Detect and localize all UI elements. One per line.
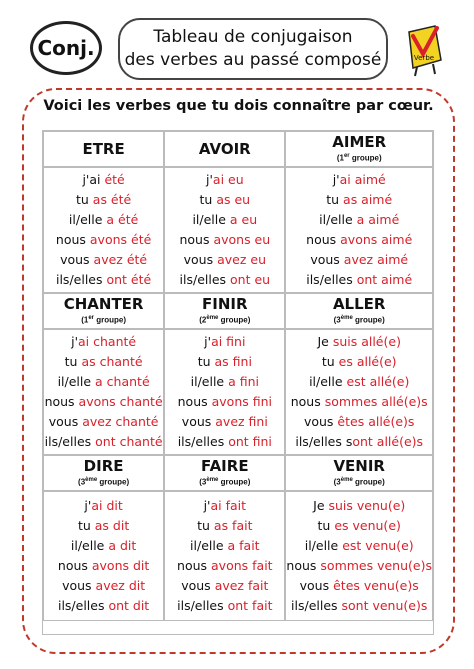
conjugation-line [45,392,163,412]
verb-form: ont été [106,272,152,287]
verb-header-chanter [43,293,164,329]
verb-form: ont allé(e)s [352,434,424,449]
verbe-logo-icon [403,20,445,78]
conjugation-line [333,170,386,190]
conjugation-line [300,576,419,596]
pronoun: tu [199,192,217,207]
conjugation-line [305,536,414,556]
verb-form: êtes venu(e)s [333,578,419,593]
verb-form: êtes allé(e)s [337,414,415,429]
verb-form: es venu(e) [334,518,401,533]
group-suffix: ème [85,477,98,484]
svg-text:Verbe: Verbe [413,54,435,62]
conjugation-line [179,230,270,250]
pronoun: j' [204,334,212,349]
pronoun: il/elle [304,538,343,553]
verb-form: a chanté [95,374,150,389]
verb-header-dire [43,455,164,491]
pronoun: Je [313,498,329,513]
conjugation-line [60,250,147,270]
verb-form: ont chanté [95,434,163,449]
pronoun: ils/elles [179,272,231,287]
verb-name: AIMER [332,133,387,152]
verb-form: avons fait [211,558,273,573]
pronoun: j' [205,172,213,187]
group-word: groupe) [218,315,251,325]
conjugation-venir [285,491,433,621]
pronoun: nous [57,558,92,573]
conjugation-aller [285,329,433,455]
verb-form: a eu [229,212,258,227]
conjugation-line [62,576,145,596]
verb-group [78,475,129,488]
verb-group [334,313,385,326]
conjugation-table [42,130,434,635]
pronoun: vous [303,414,338,429]
conjugation-line [65,352,143,372]
verb-form: ont aimé [356,272,413,287]
group-word: groupe) [218,477,251,487]
conjugation-line [56,270,151,290]
verb-form: avez fait [214,578,269,593]
conjugation-line [56,230,151,250]
verb-form: avez chanté [82,414,159,429]
pronoun: nous [290,394,325,409]
pronoun: tu [77,518,95,533]
verb-form: as fini [214,354,252,369]
verb-header-faire [164,455,285,491]
conjugation-line [304,412,415,432]
verb-form: ont dit [108,598,150,613]
verb-form: avons eu [213,232,271,247]
pronoun: vous [60,252,94,267]
verb-form: avons été [89,232,152,247]
conjugation-line [310,250,408,270]
conjugation-line [191,372,259,392]
group-suffix: ème [206,477,219,484]
conjugation-line [84,496,122,516]
group-word: groupe) [97,477,130,487]
pronoun: nous [177,394,212,409]
conjugation-line [204,496,246,516]
verb-header-aimer [285,131,433,167]
group-number: (1 [81,315,89,325]
verb-group [199,475,250,488]
conjugation-line [177,556,273,576]
conjugation-line [197,516,252,536]
pronoun: il/elle [57,374,96,389]
verb-form: avons chanté [78,394,163,409]
verb-form: a dit [108,538,137,553]
pronoun: vous [181,414,216,429]
group-word: groupe) [349,153,382,163]
verb-header-finir [164,293,285,329]
conjugation-line [291,596,427,616]
conjugation-line [78,516,129,536]
verb-header-aller [285,293,433,329]
verb-name: ALLER [332,295,386,314]
verb-form: as fait [213,518,253,533]
verb-form: avez fini [215,414,268,429]
verb-form: sommes venu(e)s [320,558,432,573]
conj-badge: Conj. [30,21,102,75]
pronoun: j' [71,334,79,349]
conjugation-finir [164,329,285,455]
group-suffix: ème [340,315,353,322]
group-suffix: er [88,315,94,322]
pronoun: il/elle [190,538,228,553]
verb-form: a aimé [356,212,400,227]
conjugation-dire [43,491,164,621]
conjugation-line [286,556,432,576]
pronoun: tu [326,192,344,207]
pronoun: tu [197,354,215,369]
conjugation-line [184,250,266,270]
pronoun: vous [48,414,83,429]
conjugation-line [198,352,252,372]
verb-form: avez dit [95,578,146,593]
verb-group [337,151,382,164]
pronoun: ils/elles s [295,434,353,449]
pronoun: tu [197,518,214,533]
verb-form: ai fait [210,498,247,513]
conjugation-line [45,432,163,452]
pronoun: nous [44,394,79,409]
pronoun: j' [332,172,340,187]
verb-name: ETRE [82,139,125,158]
conjugation-line [306,270,412,290]
conjugation-line [76,190,131,210]
conjugation-line [291,392,428,412]
verb-form: ai chanté [78,334,137,349]
pronoun: il/elle [192,212,230,227]
intro-text: Voici les verbes que tu dois connaître par cœur. [43,98,434,114]
verb-form: ont fait [227,598,273,613]
verb-group [81,313,126,326]
verb-form: ont eu [230,272,271,287]
conjugation-line [182,412,268,432]
verb-name: FAIRE [201,457,249,476]
verb-form: suis allé(e) [332,334,401,349]
verb-form: avez eu [217,252,266,267]
group-number: (2 [199,315,207,325]
conjugation-line [71,332,136,352]
conjugation-chanter [43,329,164,455]
verb-name: AVOIR [198,139,251,158]
pronoun: ils/elles [177,434,229,449]
group-number: (3 [78,477,86,487]
verb-name: VENIR [333,457,385,476]
verb-form: avez aimé [343,252,409,267]
conjugation-line [318,516,401,536]
pronoun: j'ai [82,172,105,187]
conjugation-avoir [164,167,285,293]
verb-form: sommes allé(e)s [324,394,428,409]
pronoun: nous [306,232,341,247]
pronoun: ils/elles [44,434,96,449]
verb-form: as dit [94,518,130,533]
group-number: (3 [333,477,341,487]
verb-form: avons fini [211,394,272,409]
conjugation-line [58,372,150,392]
pronoun: ils/elles [55,272,107,287]
verb-form: as eu [216,192,251,207]
verb-form: as été [92,192,132,207]
pronoun: j' [84,498,92,513]
pronoun: nous [177,558,212,573]
conjugation-line [177,596,272,616]
verb-header-venir [285,455,433,491]
pronoun: tu [64,354,82,369]
pronoun: Je [317,334,333,349]
group-number: (3 [199,477,207,487]
pronoun: tu [75,192,93,207]
pronoun: il/elle [319,212,357,227]
conjugation-line [326,190,392,210]
conjugation-line [295,432,423,452]
group-number: (3 [333,315,341,325]
verb-form: as aimé [343,192,393,207]
pronoun: vous [299,578,334,593]
verb-form: ont fini [228,434,272,449]
pronoun: j' [203,498,211,513]
conjugation-line [178,392,272,412]
conjugation-line [58,556,149,576]
pronoun: nous [286,558,321,573]
pronoun: il/elle [190,374,229,389]
conjugation-line [313,496,405,516]
pronoun: il/elle [68,212,107,227]
conjugation-line [204,332,245,352]
pronoun: vous [183,252,218,267]
pronoun: il/elle [70,538,109,553]
conjugation-line [181,576,268,596]
verb-form: avons aimé [340,232,413,247]
verb-form: es allé(e) [338,354,397,369]
group-number: (1 [336,153,344,163]
pronoun: ils/elles [57,598,109,613]
conjugation-line [322,352,397,372]
verb-form: avons dit [91,558,150,573]
conjugation-line [192,210,257,230]
title-line-1: Tableau de conjugaison [153,27,353,47]
verb-name: CHANTER [63,295,144,314]
verb-form: sont venu(e)s [341,598,428,613]
conjugation-line [309,372,409,392]
conjugation-line [82,170,124,190]
conjugation-line [180,270,271,290]
pronoun: nous [179,232,214,247]
pronoun: ils/elles [306,272,357,287]
pronoun: tu [317,518,335,533]
conjugation-line [69,210,138,230]
conjugation-line [200,190,251,210]
conjugation-line [190,536,260,556]
conjugation-etre [43,167,164,293]
verb-form: as chanté [81,354,143,369]
verb-form: suis venu(e) [328,498,406,513]
conjugation-aimer [285,167,433,293]
conjugation-line [306,230,412,250]
pronoun: ils/elles [177,598,228,613]
verb-form: a fait [227,538,260,553]
pronoun: vous [181,578,215,593]
title-line-2: des verbes au passé composé [124,50,382,70]
group-word: groupe) [352,477,385,487]
conjugation-line [206,170,244,190]
verb-form: ai aimé [339,172,386,187]
conjugation-line [317,332,401,352]
page-title [118,18,388,80]
conjugation-line [49,412,159,432]
group-suffix: ème [206,315,219,322]
verb-header-avoir [164,131,285,167]
verb-form: avez été [93,252,148,267]
conjugation-faire [164,491,285,621]
group-suffix: ème [340,477,353,484]
verb-form: ai fini [211,334,246,349]
verb-form: est allé(e) [346,374,410,389]
verb-form: a été [106,212,139,227]
pronoun: ils/elles [291,598,342,613]
pronoun: il/elle [309,374,347,389]
verb-form: ai dit [91,498,123,513]
pronoun: tu [321,354,339,369]
pronoun: vous [310,252,344,267]
conjugation-line [178,432,272,452]
verb-form: est venu(e) [342,538,414,553]
verb-group [199,313,250,326]
verb-form: a fini [228,374,259,389]
conjugation-line [71,536,136,556]
verb-name: FINIR [202,295,248,314]
verb-name: DIRE [83,457,124,476]
verb-form: été [104,172,125,187]
pronoun: nous [55,232,90,247]
verb-form: ai eu [212,172,244,187]
pronoun: vous [62,578,96,593]
group-word: groupe) [352,315,385,325]
conjugation-line [319,210,399,230]
verb-group [334,475,385,488]
conjugation-line [58,596,149,616]
verb-header-etre [43,131,164,167]
group-suffix: er [343,153,350,160]
group-word: groupe) [94,315,126,325]
